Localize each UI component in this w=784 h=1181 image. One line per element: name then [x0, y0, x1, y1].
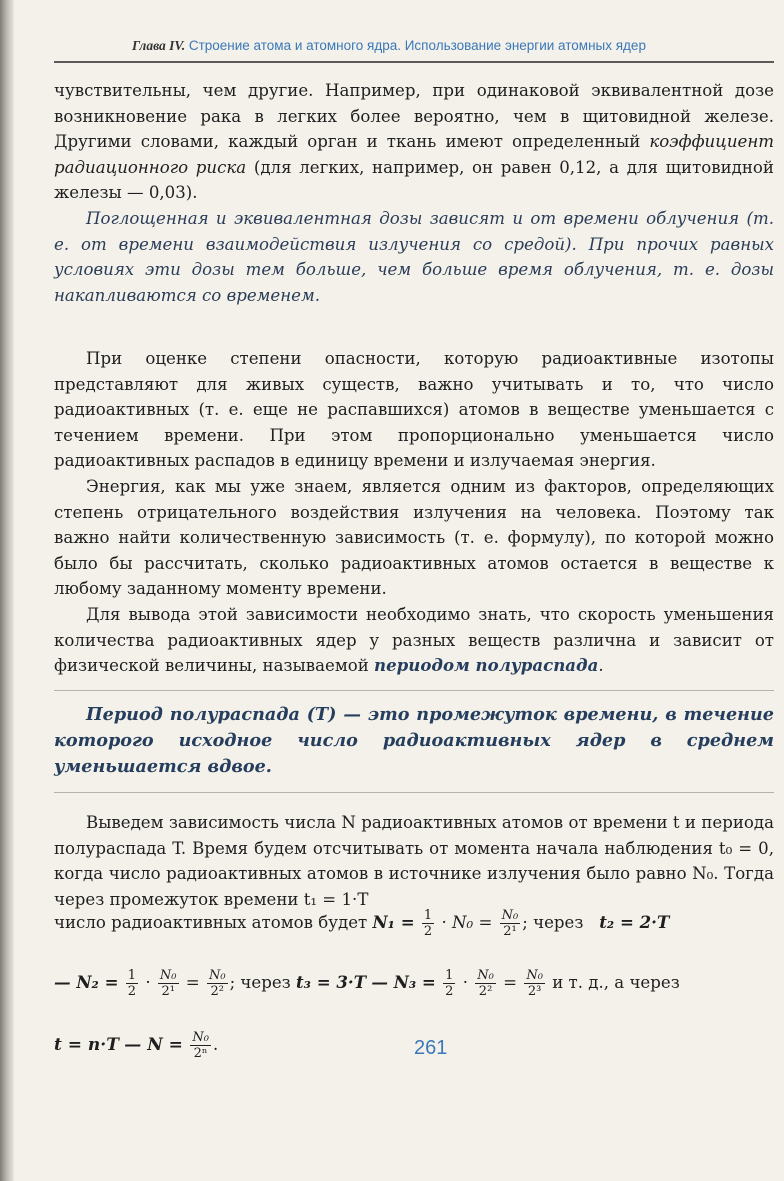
formula-line-1 — [54, 908, 774, 939]
frac-num: 1 — [445, 968, 454, 983]
p6-text: Выведем зависимость числа N радиоактивных атомов от времени t и периода полураспада T. Время будем отсчитывать от момента начала наблюдения t₀ = 0, когда число радиоактивных атомов в источнике излучения было равно N₀. Тогда через промежуток времени t₁ = 1·T — [54, 813, 774, 909]
p1-text-b: (для легких, например, он равен 0,12, а для щитовидной железы — 0,03). — [54, 157, 774, 203]
n1-label: N₁ = — [372, 912, 415, 932]
p2-text: Поглощенная и эквивалентная дозы зависят и от времени облучения (т. е. от времени взаимодействия излучения со средой). При прочих равных условиях эти дозы тем больше, чем больше время облучения, т. е. дозы накапливаются со временем. — [54, 209, 774, 305]
running-head — [132, 38, 772, 54]
frac-den: 2 — [423, 924, 433, 939]
fraction-n0-2-2 — [475, 968, 496, 999]
definition-text: Период полураспада (T) — это промежуток времени, в течение которого исходное число радиоактивных ядер в среднем уменьшается вдвое. — [54, 704, 774, 777]
definition-top-rule — [54, 690, 774, 691]
dot-operator: · — [145, 973, 151, 992]
paragraph-3 — [54, 346, 774, 474]
formula-text: и т. д., а через — [552, 973, 680, 992]
frac-den: 2³ — [527, 984, 542, 999]
dot-operator: · — [462, 973, 468, 992]
n3-label: — N₃ = — [371, 972, 436, 992]
t3-expression: t₃ = 3·T — [296, 972, 367, 992]
paragraph-5 — [54, 602, 774, 679]
paragraph-2 — [54, 206, 774, 308]
frac-num: N₀ — [477, 968, 494, 983]
frac-den: 2 — [127, 984, 137, 999]
term-risk-coefficient: коэффициент радиационного риска — [54, 132, 774, 177]
frac-num: 1 — [127, 968, 137, 983]
period: . — [212, 1035, 219, 1055]
equals-sign: = — [185, 973, 200, 992]
frac-den: 2 — [445, 984, 454, 999]
t2-expression: t₂ = 2·T — [599, 912, 670, 932]
fraction-half — [443, 968, 455, 999]
frac-num: 1 — [423, 908, 433, 923]
frac-num: N₀ — [192, 1030, 209, 1045]
paragraph-1 — [54, 78, 774, 206]
paragraph-6 — [54, 810, 774, 912]
fraction-n0-2-3 — [524, 968, 545, 999]
frac-den: 2¹ — [503, 924, 517, 939]
frac-num: N₀ — [526, 968, 543, 983]
frac-num: N₀ — [159, 968, 177, 983]
n2-label: — N₂ = — [54, 972, 119, 992]
fraction-n0-2-1 — [158, 968, 179, 999]
page-number: 261 — [414, 1037, 448, 1059]
frac-den: 2² — [478, 984, 493, 999]
frac-den: 2¹ — [161, 984, 175, 999]
frac-den: 2² — [210, 984, 224, 999]
p1-text-a: чувствительны, чем другие. Например, при одинаковой эквивалентной дозе возникновение рака в легких более вероятно, чем в щитовидной железе. Другими словами, каждый орган и ткань имеют определенный — [54, 81, 774, 152]
header-rule — [54, 61, 774, 63]
book-spine-shadow — [0, 0, 14, 1181]
definition-bottom-rule — [54, 792, 774, 793]
chapter-title: Строение атома и атомного ядра. Использование энергии атомных ядер — [188, 38, 646, 53]
p3-text: При оценке степени опасности, которую радиоактивные изотопы представляют для живых существ, важно учитывать и то, что число радиоактивных (т. е. еще не распавшихся) атомов в веществе уменьшается с течением времени. При этом пропорционально уменьшается число радиоактивных распадов в единицу времени и излучаемая энергия. — [54, 349, 774, 471]
n-label: — N = — [124, 1035, 183, 1055]
times-n0: · N₀ = — [441, 913, 493, 932]
fraction-n0-2-n — [190, 1030, 211, 1061]
p5-end: . — [598, 656, 604, 676]
formula-line-2 — [54, 968, 774, 999]
paragraph-4 — [54, 474, 774, 602]
term-half-life: периодом полураспада — [374, 655, 599, 676]
through-label: ; через — [522, 913, 584, 932]
equals-sign: = — [503, 973, 518, 992]
p5-text: Для вывода этой зависимости необходимо знать, что скорость уменьшения количества радиоактивных ядер у разных веществ различна и зависит от физической величины, называемой — [54, 605, 774, 676]
chapter-label: Глава IV. — [132, 38, 186, 53]
frac-num: N₀ — [208, 968, 226, 983]
textbook-page — [54, 0, 774, 1181]
formula-text: число радиоактивных атомов будет — [54, 913, 368, 932]
frac-num: N₀ — [501, 908, 519, 923]
fraction-n0-2-2 — [207, 968, 228, 999]
t-general: t = n·T — [54, 1035, 119, 1055]
half-life-definition — [54, 702, 774, 780]
fraction-half — [422, 908, 434, 939]
p4-text: Энергия, как мы уже знаем, является одним из факторов, определяющих степень отрицательного воздействия излучения на человека. Поэтому так важно найти количественную зависимость (т. е. формулу), по которой можно было бы рассчитать, сколько радиоактивных атомов остается в веществе к любому заданному моменту времени. — [54, 477, 774, 599]
fraction-half — [126, 968, 138, 999]
frac-den: 2ⁿ — [193, 1046, 208, 1061]
fraction-n0-2-1 — [500, 908, 521, 939]
through-label: ; через — [229, 973, 291, 992]
